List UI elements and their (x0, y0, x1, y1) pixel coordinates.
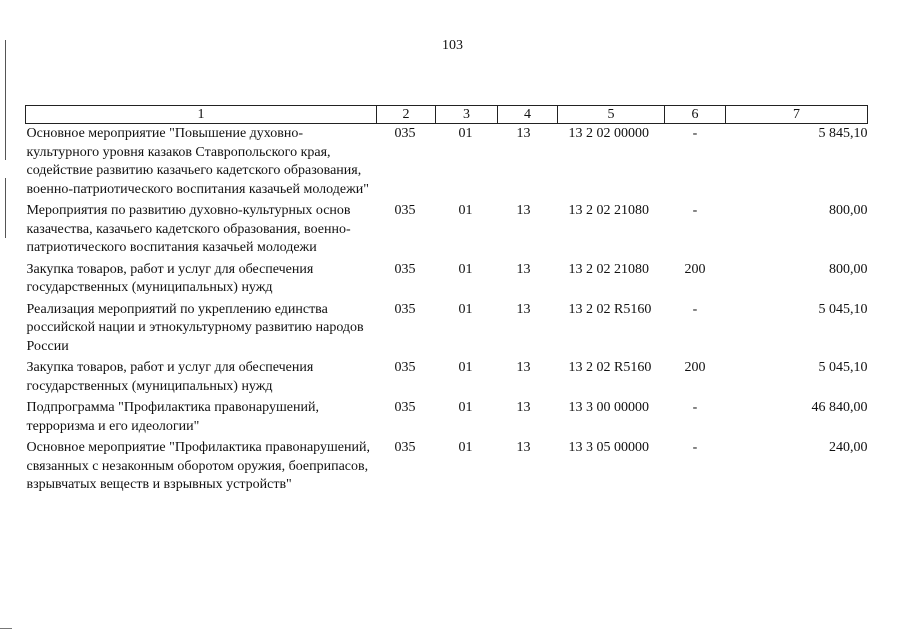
table-row (26, 358, 868, 398)
expense-type-code: - (692, 301, 698, 317)
ministry-code: 035 (394, 400, 416, 415)
expense-type-code: - (692, 400, 698, 415)
scan-edge-line (5, 178, 6, 238)
target-article-code: 13 3 00 00000 (568, 400, 649, 415)
subsection-code: 13 (516, 203, 531, 218)
subsection-code: 13 (516, 400, 531, 415)
item-name: Основное мероприятие "Повышение духовно-культурного уровня казаков Ставропольского края, содействие развитию казачьего кадетского образования, военно-патриотического воспитания казачьей молодежи" (26, 126, 369, 197)
target-article-code: 13 2 02 00000 (568, 126, 649, 141)
table-row (26, 201, 868, 260)
target-article-code: 13 2 02 21080 (568, 203, 649, 218)
table-row (26, 438, 868, 497)
section-code: 01 (458, 400, 473, 415)
target-article-code: 13 2 02 R5160 (568, 360, 652, 375)
amount: 800,00 (829, 203, 868, 218)
ministry-code: 035 (394, 261, 416, 277)
scan-margin-mark (0, 628, 12, 629)
item-name: Мероприятия по развитию духовно-культурных основ казачества, казачьего кадетского образования, военно-патриотического воспитания казачьей молодежи (26, 203, 351, 255)
column-header: 4 (498, 106, 558, 124)
expense-type-code: - (692, 440, 698, 455)
target-article-code: 13 2 02 21080 (568, 261, 649, 277)
ministry-code: 035 (394, 301, 416, 317)
item-name: Закупка товаров, работ и услуг для обеспечения государственных (муниципальных) нужд (26, 261, 314, 295)
subsection-code: 13 (516, 301, 531, 317)
column-header: 2 (377, 106, 436, 124)
section-code: 01 (458, 360, 473, 375)
item-name: Закупка товаров, работ и услуг для обеспечения государственных (муниципальных) нужд (26, 360, 314, 394)
subsection-code: 13 (516, 261, 531, 277)
amount: 240,00 (829, 440, 868, 455)
expense-type-code: 200 (684, 360, 706, 375)
subsection-code: 13 (516, 360, 531, 375)
section-code: 01 (458, 301, 473, 317)
amount: 5 845,10 (818, 126, 868, 141)
ministry-code: 035 (394, 360, 416, 375)
expense-type-code: - (692, 203, 698, 218)
section-code: 01 (458, 126, 473, 141)
section-code: 01 (458, 261, 473, 277)
item-name: Подпрограмма "Профилактика правонарушений, терроризма и его идеологии" (26, 400, 319, 434)
header-row (26, 106, 868, 124)
table-row (26, 398, 868, 438)
amount: 5 045,10 (818, 360, 868, 375)
section-code: 01 (458, 203, 473, 218)
target-article-code: 13 3 05 00000 (568, 440, 649, 455)
budget-table (25, 105, 868, 497)
column-header: 1 (26, 106, 377, 124)
page-number: 103 (442, 38, 463, 53)
amount: 5 045,10 (818, 301, 868, 317)
ministry-code: 035 (394, 440, 416, 455)
section-code: 01 (458, 440, 473, 455)
table-row (26, 300, 868, 359)
item-name: Основное мероприятие "Профилактика правонарушений, связанных с незаконным оборотом оружия, боеприпасов, взрывчатых веществ и взрывных устройств" (26, 440, 370, 492)
amount: 46 840,00 (811, 400, 868, 415)
column-header: 7 (726, 106, 868, 124)
expense-type-code: - (692, 126, 698, 141)
amount: 800,00 (829, 261, 868, 277)
subsection-code: 13 (516, 126, 531, 141)
column-header: 3 (436, 106, 498, 124)
expense-type-code: 200 (684, 261, 706, 277)
item-name: Реализация мероприятий по укреплению единства российской нации и этнокультурному развитию народов России (26, 301, 364, 354)
ministry-code: 035 (394, 126, 416, 141)
table-row (26, 124, 868, 202)
ministry-code: 035 (394, 203, 416, 218)
subsection-code: 13 (516, 440, 531, 455)
column-header: 5 (558, 106, 665, 124)
column-header: 6 (665, 106, 726, 124)
table-row (26, 260, 868, 300)
scan-edge-line (5, 40, 6, 160)
target-article-code: 13 2 02 R5160 (568, 301, 652, 317)
